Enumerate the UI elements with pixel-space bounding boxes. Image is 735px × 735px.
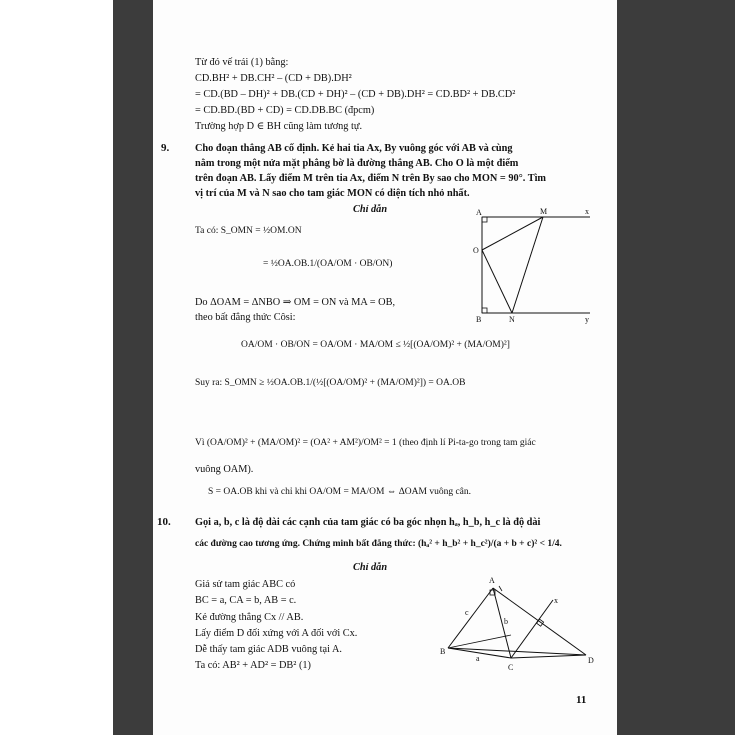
solution-line: Giả sử tam giác ABC có [195, 579, 296, 590]
fig-label: x [585, 207, 589, 216]
figure-problem-9 [468, 205, 603, 325]
problem-text: Gọi a, b, c là độ dài các cạnh của tam giác có ba góc nhọn hₐ, h_b, h_c là độ dài [195, 517, 541, 528]
problem-text: vị trí của M và N sao cho tam giác MON có diện tích nhỏ nhất. [195, 188, 470, 199]
solution-line: Ta có: S_OMN = ½OM.ON [195, 226, 302, 236]
fig-label: c [465, 608, 469, 617]
problem-text: Cho đoạn thẳng AB cố định. Kẻ hai tia Ax, By vuông góc với AB và cùng [195, 143, 513, 154]
problem-text: các đường cao tương ứng. Chứng minh bất đẳng thức: (hₐ² + h_b² + h_c²)/(a + b + c)² < 1/4. [195, 539, 562, 549]
fig-label: B [440, 647, 446, 656]
fig-label: M [540, 207, 548, 216]
problem-text: trên đoạn AB. Lấy điểm M trên tia Ax, điểm N trên By sao cho MON = 90°. Tìm [195, 173, 547, 184]
fig-label: A [489, 576, 495, 585]
text-line: CD.BH² + DB.CH² – (CD + DB).DH² [195, 73, 352, 84]
fig-label: y [585, 315, 589, 324]
solution-line: OA/OM · OB/ON = OA/OM · MA/OM ≤ ½[(OA/OM)² + (MA/OM)²] [241, 340, 510, 350]
right-dark-band [617, 0, 735, 735]
guide-heading: Chỉ dẫn [353, 204, 388, 215]
figure-problem-10 [438, 570, 598, 680]
text-line: Trường hợp D ∈ BH cũng làm tương tự. [195, 121, 363, 132]
page-number: 11 [576, 694, 587, 706]
solution-line: theo bất đẳng thức Côsi: [195, 312, 296, 323]
problem-number: 10. [157, 516, 171, 528]
solution-line: Ta có: AB² + AD² = DB² (1) [195, 660, 311, 671]
solution-line: Do ΔOAM = ΔNBO ⇒ OM = ON và MA = OB, [195, 297, 396, 308]
solution-line: BC = a, CA = b, AB = c. [195, 595, 297, 606]
book-page [153, 0, 617, 735]
text-line: = CD.BD.(BD + CD) = CD.DB.BC (đpcm) [195, 105, 375, 116]
fig-label: D [588, 656, 594, 665]
solution-line: Kẻ đường thẳng Cx // AB. [195, 612, 304, 623]
fig-label: x [554, 596, 558, 605]
fig-label: a [476, 654, 480, 663]
solution-line: S = OA.OB khi và chỉ khi OA/OM = MA/OM ⇔ ΔOAM vuông cân. [208, 487, 472, 497]
guide-heading: Chỉ dẫn [353, 562, 388, 573]
solution-line: Dễ thấy tam giác ADB vuông tại A. [195, 644, 342, 655]
fig-label: C [508, 663, 514, 672]
text-line: = CD.(BD – DH)² + DB.(CD + DH)² – (CD + DB).DH² = CD.BD² + DB.CD² [195, 89, 516, 100]
solution-line: = ½OA.OB.1/(OA/OM · OB/ON) [263, 259, 393, 269]
solution-line: Vì (OA/OM)² + (MA/OM)² = (OA² + AM²)/OM² = 1 (theo định lí Pi-ta-go trong tam giác [195, 438, 536, 448]
text-line: Từ đó vế trái (1) bằng: [195, 57, 289, 68]
solution-line: vuông OAM). [195, 464, 254, 475]
fig-label: A [476, 208, 482, 217]
solution-line: Suy ra: S_OMN ≥ ½OA.OB.1/(½[(OA/OM)² + (MA/OM)²]) = OA.OB [195, 378, 466, 388]
problem-text: nằm trong một nửa mặt phẳng bờ là đường thẳng AB. Cho O là một điểm [195, 158, 519, 169]
left-dark-band [113, 0, 153, 735]
fig-label: B [476, 315, 482, 324]
left-margin [0, 0, 113, 735]
fig-label: N [509, 315, 515, 324]
solution-line: Lấy điểm D đối xứng với A đối với Cx. [195, 628, 358, 639]
fig-label: O [473, 246, 479, 255]
problem-number: 9. [161, 142, 170, 154]
fig-label: b [504, 617, 508, 626]
